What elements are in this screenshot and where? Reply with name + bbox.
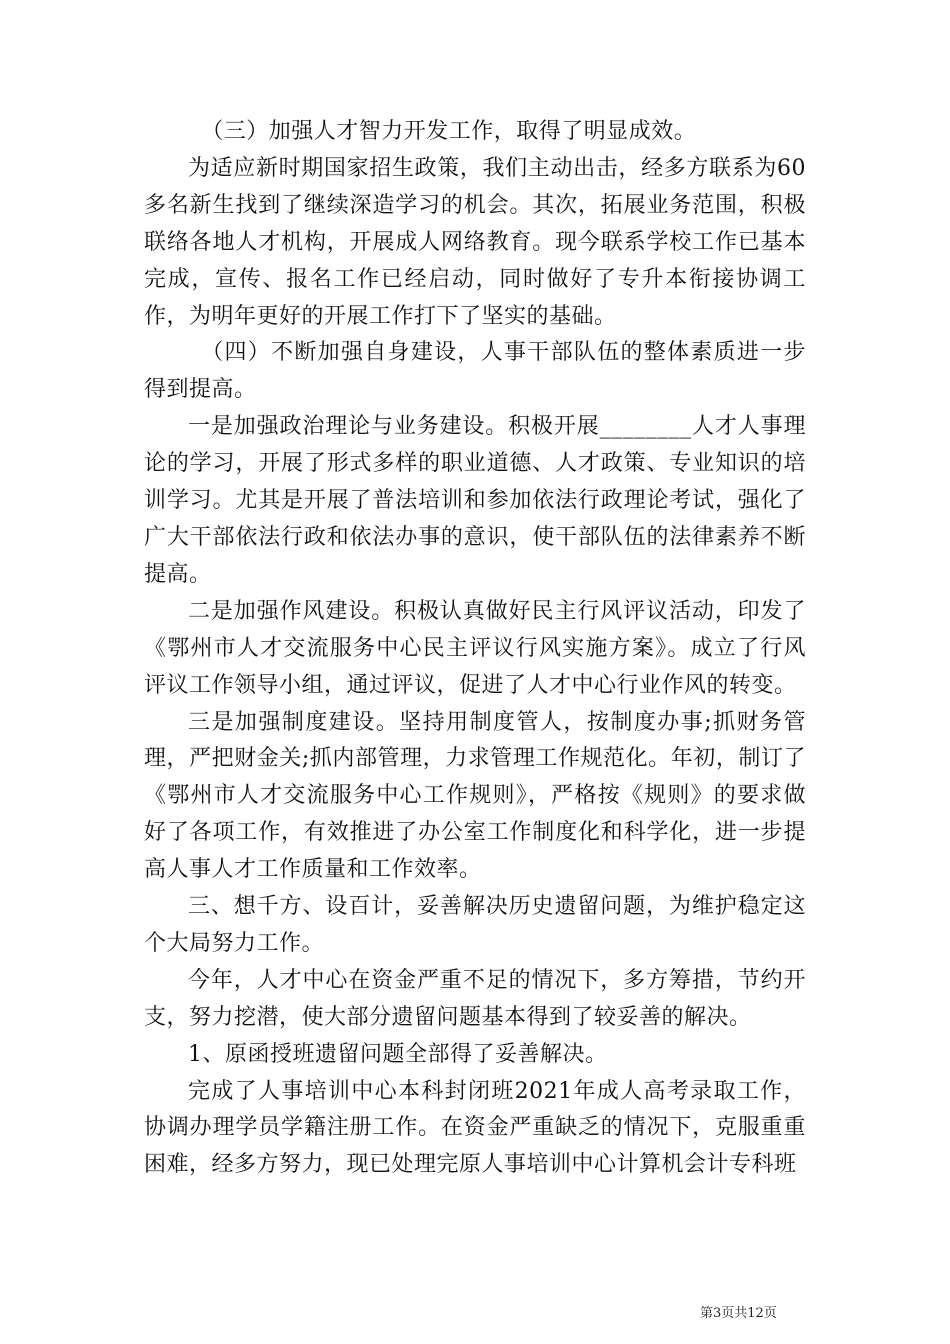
paragraph-heading-4: （四）不断加强自身建设，人事干部队伍的整体素质进一步得到提高。: [144, 340, 806, 403]
paragraph-funding: 今年，人才中心在资金严重不足的情况下，多方筹措，节约开支，努力挖潜，使大部分遗留问题基本得到了较妥善的解决。: [144, 967, 806, 1030]
paragraph-enrollment: 为适应新时期国家招生政策，我们主动出击，经多方联系为60多名新生找到了继续深造学习的机会。其次，拓展业务范围，积极联络各地人才机构，开展成人网络教育。现今联系学校工作已基本完成，宣传、报名工作已经启动，同时做好了专升本衔接协调工作，为明年更好的开展工作打下了坚实的基础。: [144, 155, 806, 329]
paragraph-system-building: 三是加强制度建设。坚持用制度管人，按制度办事;抓财务管理，严把财金关;抓内部管理，力求管理工作规范化。年初，制订了《鄂州市人才交流服务中心工作规则》，严格按《规则》的要求做好了各项工作，有效推进了办公室工作制度化和科学化，进一步提高人事人才工作质量和工作效率。: [144, 709, 806, 883]
paragraph-item-1: 1、原函授班遗留问题全部得了妥善解决。: [188, 1041, 608, 1067]
document-body: [144, 114, 806, 1184]
paragraph-heading-3: （三）加强人才智力开发工作，取得了明显成效。: [201, 119, 697, 144]
paragraph-political-theory: 一是加强政治理论与业务建设。积极开展________人才人事理论的学习，开展了形式多样的职业道德、人才政策、专业知识的培训学习。尤其是开展了普法培训和参加依法行政理论考试，强化了广大干部依法行政和依法办事的意识，使干部队伍的法律素养不断提高。: [144, 414, 806, 587]
paragraph-exam-admission: 完成了人事培训中心本科封闭班2021年成人高考录取工作，协调办理学员学籍注册工作。在资金严重缺乏的情况下，克服重重困难，经多方努力，现已处理完原人事培训中心计算机会计专科班: [144, 1078, 806, 1178]
paragraph-work-style: 二是加强作风建设。积极认真做好民主行风评议活动，印发了《鄂州市人才交流服务中心民主评议行风实施方案》。成立了行风评议工作领导小组，通过评议，促进了人才中心行业作风的转变。: [144, 598, 806, 698]
paragraph-section-3: 三、想千方、设百计，妥善解决历史遗留问题，为维护稳定这个大局努力工作。: [144, 894, 806, 956]
page-number-footer: 第3页共12页: [700, 1306, 777, 1321]
